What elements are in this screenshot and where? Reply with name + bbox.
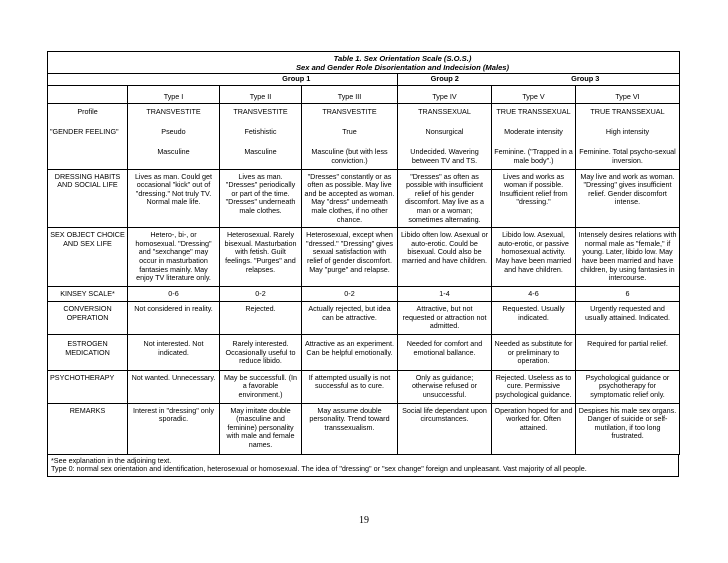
table-row bbox=[48, 104, 680, 121]
table-cell: Feminine. Total psycho-sexual inversion. bbox=[576, 141, 680, 169]
table-cell: Needed for comfort and emotional ballance. bbox=[398, 335, 492, 371]
table-row bbox=[48, 141, 680, 169]
table-cell: Intensely desires relations with normal male as "female," if young. Later, libido low. May have been married and have children, by using fantasies in intercourse. bbox=[576, 228, 680, 287]
table-cell: 6 bbox=[576, 286, 680, 302]
table-cell: Operation hoped for and worked for. Often attained. bbox=[492, 403, 576, 454]
table-row bbox=[48, 370, 680, 403]
table-cell: Fetishistic bbox=[220, 121, 302, 142]
table-cell: Libido low. Asexual, auto-erotic, or passive homosexual activity. May have been married and have children. bbox=[492, 228, 576, 287]
table-row bbox=[48, 121, 680, 142]
table-cell: 0-6 bbox=[128, 286, 220, 302]
table-cell: Heterosexual, except when "dressed." "Dressing" gives sexual satisfaction with relief of gender discomfort. May "purge" and relapse. bbox=[302, 228, 398, 287]
row-label: "GENDER FEELING" bbox=[48, 121, 128, 142]
table-cell: Actually rejected, but idea can be attractive. bbox=[302, 302, 398, 335]
table-cell: May assume double personality. Trend toward transsexualism. bbox=[302, 403, 398, 454]
table-cell: If attempted usually is not successful as to cure. bbox=[302, 370, 398, 403]
table-cell: May be successfull. (In a favorable environment.) bbox=[220, 370, 302, 403]
table-row bbox=[48, 169, 680, 228]
page-number: 19 bbox=[359, 515, 369, 526]
row-label: CONVERSION OPERATION bbox=[48, 302, 128, 335]
table-cell: Masculine bbox=[220, 141, 302, 169]
table-cell: Masculine bbox=[128, 141, 220, 169]
table-cell: Nonsurgical bbox=[398, 121, 492, 142]
table-cell: Psychological guidance or psychotherapy for symptomatic relief only. bbox=[576, 370, 680, 403]
table-cell: True bbox=[302, 121, 398, 142]
row-label bbox=[48, 141, 128, 169]
row-label: REMARKS bbox=[48, 403, 128, 454]
table-cell: Attractive, but not requested or attraction not admitted. bbox=[398, 302, 492, 335]
table-cell: Moderate intensity bbox=[492, 121, 576, 142]
table-row bbox=[48, 302, 680, 335]
row-label: ESTROGEN MEDICATION bbox=[48, 335, 128, 371]
row-label: KINSEY SCALE* bbox=[48, 286, 128, 302]
table-cell: Only as guidance; otherwise refused or unsuccessful. bbox=[398, 370, 492, 403]
table-cell: Not considered in reality. bbox=[128, 302, 220, 335]
footnote-table bbox=[47, 455, 679, 477]
table-row bbox=[48, 286, 680, 302]
table-cell: Masculine (but with less conviction.) bbox=[302, 141, 398, 169]
table-cell: Attractive as an experiment. Can be helpful emotionally. bbox=[302, 335, 398, 371]
row-label: PSYCHOTHERAPY bbox=[48, 370, 128, 403]
table-cell: TRANSVESTITE bbox=[302, 104, 398, 121]
table-cell: 1-4 bbox=[398, 286, 492, 302]
document-page bbox=[47, 51, 679, 477]
table-cell: Undecided. Wavering between TV and TS. bbox=[398, 141, 492, 169]
table-cell: May imitate double (masculine and feminine) personality with male and female names. bbox=[220, 403, 302, 454]
type-header-1: Type I bbox=[128, 85, 220, 104]
table-cell: Pseudo bbox=[128, 121, 220, 142]
table-cell: Required for partial relief. bbox=[576, 335, 680, 371]
type-header-3: Type III bbox=[302, 85, 398, 104]
table-cell: Heterosexual. Rarely bisexual. Masturbation with fetish. Guilt feelings. "Purges" and relapses. bbox=[220, 228, 302, 287]
footnote-type-0: Type 0: normal sex orientation and identification, heterosexual or homosexual. The idea of "dressing" or "sex change" foreign and unpleasant. Vast majority of all people. bbox=[51, 464, 587, 474]
type-header-blank bbox=[48, 85, 128, 104]
table-cell: TRUE TRANSSEXUAL bbox=[576, 104, 680, 121]
table-cell: TRANSVESTITE bbox=[128, 104, 220, 121]
footnote-cell bbox=[48, 455, 679, 477]
table-row bbox=[48, 228, 680, 287]
group-3-header: Group 3 bbox=[492, 74, 680, 86]
table-cell: TRANSSEXUAL bbox=[398, 104, 492, 121]
type-header-6: Type VI bbox=[576, 85, 680, 104]
table-cell: Hetero-, bi-, or homosexual. "Dressing" and "sexchange" may occur in masturbation fantasies mainly. May enjoy TV literature only. bbox=[128, 228, 220, 287]
table-title-cell bbox=[48, 52, 680, 74]
table-cell: "Dresses" as often as possible with insufficient relief of his gender discomfort. May live as a man or a woman; sometimes alternating. bbox=[398, 169, 492, 228]
table-cell: Not wanted. Unnecessary. bbox=[128, 370, 220, 403]
table-cell: Rarely interested. Occasionally useful to reduce libido. bbox=[220, 335, 302, 371]
table-cell: Urgently requested and usually attained. Indicated. bbox=[576, 302, 680, 335]
row-label: DRESSING HABITS AND SOCIAL LIFE bbox=[48, 169, 128, 228]
table-cell: Interest in "dressing" only sporadic. bbox=[128, 403, 220, 454]
table-cell: Lives as man. "Dresses" periodically or part of the time. "Dresses" underneath male clothes. bbox=[220, 169, 302, 228]
table-subtitle: Sex and Gender Role Disorientation and Indecision (Males) bbox=[295, 63, 510, 72]
table-cell: Social life dependant upon circumstances. bbox=[398, 403, 492, 454]
table-cell: 0-2 bbox=[220, 286, 302, 302]
type-header-5: Type V bbox=[492, 85, 576, 104]
type-header-2: Type II bbox=[220, 85, 302, 104]
table-cell: Despises his male sex organs. Danger of suicide or self-mutilation, if too long frustrated. bbox=[576, 403, 680, 454]
table-row bbox=[48, 403, 680, 454]
table-cell: 4-6 bbox=[492, 286, 576, 302]
table-cell: Rejected. bbox=[220, 302, 302, 335]
table-cell: High intensity bbox=[576, 121, 680, 142]
table-title: Table 1. Sex Orientation Scale (S.O.S.) bbox=[333, 54, 472, 63]
row-label: SEX OBJECT CHOICE AND SEX LIFE bbox=[48, 228, 128, 287]
type-header-4: Type IV bbox=[398, 85, 492, 104]
group-1-header: Group 1 bbox=[128, 74, 398, 86]
table-cell: "Dresses" constantly or as often as possible. May live and be accepted as woman. May "dress" underneath male clothes, if no other chance. bbox=[302, 169, 398, 228]
table-cell: Requested. Usually indicated. bbox=[492, 302, 576, 335]
table-cell: Not interested. Not indicated. bbox=[128, 335, 220, 371]
footnote-asterisk: *See explanation in the adjoining text. bbox=[51, 455, 172, 465]
table-cell: Lives and works as woman if possible. Insufficient relief from "dressing." bbox=[492, 169, 576, 228]
sex-orientation-scale-table bbox=[47, 51, 680, 455]
row-label: Profile bbox=[48, 104, 128, 121]
group-2-header: Group 2 bbox=[398, 74, 492, 86]
table-cell: May live and work as woman. "Dressing" gives insufficient relief. Gender discomfort intense. bbox=[576, 169, 680, 228]
table-cell: Rejected. Useless as to cure. Permissive psychological guidance. bbox=[492, 370, 576, 403]
table-cell: TRUE TRANSSEXUAL bbox=[492, 104, 576, 121]
table-cell: Needed as substitute for or preliminary to operation. bbox=[492, 335, 576, 371]
table-cell: Lives as man. Could get occasional "kick" out of "dressing." Not truly TV. Normal male life. bbox=[128, 169, 220, 228]
table-cell: TRANSVESTITE bbox=[220, 104, 302, 121]
table-cell: 0-2 bbox=[302, 286, 398, 302]
table-cell: Libido often low. Asexual or auto-erotic. Could be bisexual. Could also be married and have children. bbox=[398, 228, 492, 287]
table-cell: Feminine. ("Trapped in a male body".) bbox=[492, 141, 576, 169]
table-row bbox=[48, 335, 680, 371]
